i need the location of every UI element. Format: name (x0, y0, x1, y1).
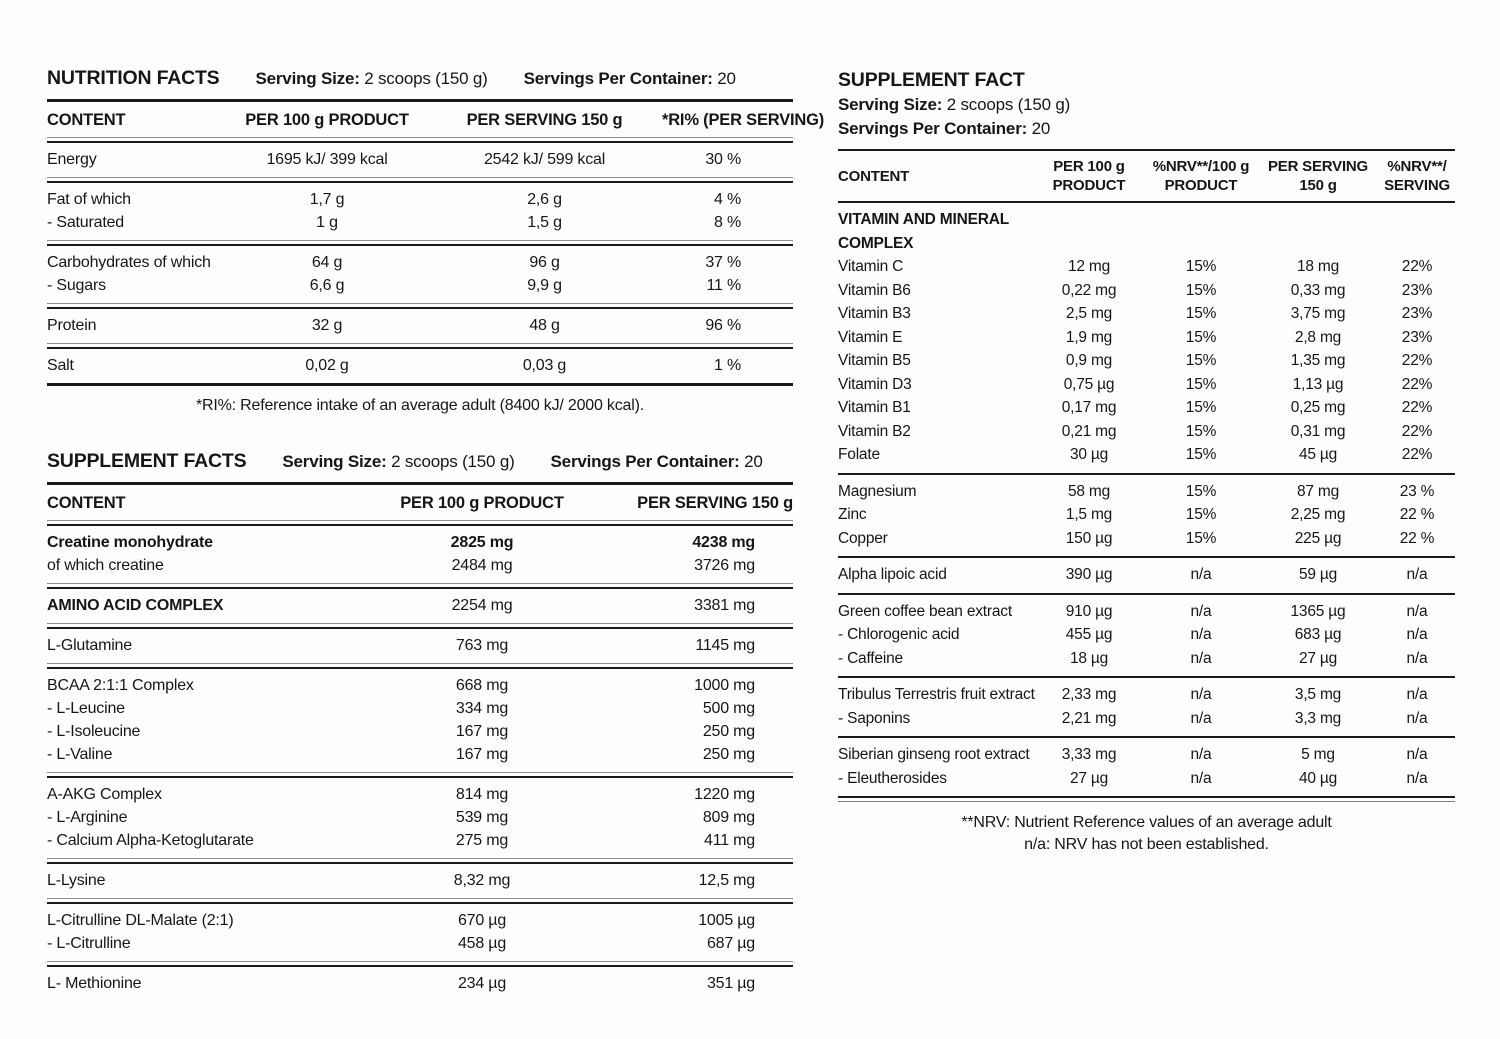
row-value-nrv100: n/a (1190, 602, 1212, 620)
table-group (47, 526, 793, 583)
servings-per-container (551, 452, 763, 472)
column-header-content: CONTENT (47, 111, 126, 129)
row-value-per100: 1,7 g (309, 191, 345, 208)
row-label: - Calcium Alpha-Ketoglutarate (47, 832, 254, 849)
table-group (47, 589, 793, 623)
row-value-per_serving: 4238 mg (692, 534, 755, 551)
row-value-per_serving: 3381 mg (694, 597, 755, 614)
row-label: Creatine monohydrate (47, 534, 213, 551)
serving-size-label: Serving Size: (255, 69, 360, 88)
table-group (47, 246, 793, 303)
row-value-nrv_serving: 22% (1401, 422, 1433, 440)
column-headers (838, 151, 1455, 201)
column-header-per100: PER 100 g PRODUCT (245, 111, 409, 129)
table-row (838, 503, 1455, 527)
row-value-per_serving: 0,33 mg (1290, 281, 1346, 299)
row-value-nrv100: n/a (1190, 709, 1212, 727)
row-value-per_serving: 59 µg (1298, 566, 1338, 583)
row-label: Siberian ginseng root extract (838, 746, 1030, 763)
table-row (47, 829, 793, 852)
header-line: 150 g (1299, 177, 1337, 194)
table-row (47, 531, 793, 554)
row-value-per100: 670 µg (457, 912, 507, 929)
table-row (838, 527, 1455, 551)
nutrition-facts-title-row (47, 64, 793, 99)
table-row (47, 594, 793, 617)
row-value-nrv100: n/a (1190, 746, 1212, 763)
table-group (47, 309, 793, 343)
row-label: AMINO ACID COMPLEX (47, 597, 224, 614)
table-row (47, 932, 793, 955)
row-label: - L-Arginine (47, 809, 128, 826)
row-value-per100: 1,5 mg (1065, 506, 1113, 523)
row-value-nrv100: 15% (1185, 529, 1217, 547)
serving-size (838, 93, 1455, 117)
row-label: - Eleutherosides (838, 769, 947, 787)
row-value-nrv100: n/a (1190, 686, 1212, 703)
row-value-per_serving: 809 mg (702, 809, 755, 826)
serving-size-label: Serving Size: (838, 95, 943, 114)
row-value-per100: 0,21 mg (1061, 422, 1117, 440)
row-value-per_serving: 1365 µg (1290, 602, 1346, 620)
row-value-nrv_serving: 22 % (1399, 529, 1435, 547)
header-line: PRODUCT (1052, 177, 1126, 194)
row-value-nrv_serving: 23% (1401, 305, 1433, 322)
row-label: Protein (47, 317, 97, 334)
servings-per-container-label: Servings Per Container: (523, 69, 713, 88)
table-row (47, 211, 793, 234)
row-value-per100: 2825 mg (450, 534, 514, 551)
table-group (838, 678, 1455, 736)
table-row (838, 255, 1455, 279)
table-row (838, 396, 1455, 420)
table-group (838, 558, 1455, 593)
row-value-per100: 2254 mg (451, 597, 513, 614)
table-group (47, 669, 793, 772)
row-label: Magnesium (838, 482, 917, 500)
row-value-per_serving: 27 µg (1298, 649, 1338, 667)
table-row (47, 674, 793, 697)
row-value-per100: 167 mg (455, 746, 509, 763)
row-value-nrv100: n/a (1190, 769, 1212, 787)
row-value-nrv100: 15% (1185, 352, 1217, 369)
table-row (47, 251, 793, 274)
table-row (838, 420, 1455, 444)
row-value-per_serving: 96 g (529, 254, 560, 271)
header-line: PER 100 g (1053, 158, 1125, 175)
row-value-per_serving: 3,75 mg (1290, 305, 1346, 322)
row-value-per_serving: 500 mg (702, 700, 755, 717)
table-row (47, 972, 793, 995)
column-headers (47, 102, 825, 137)
row-label: - L-Citrulline (47, 935, 131, 952)
row-label: - L-Isoleucine (47, 723, 141, 740)
row-value-per100: 64 g (311, 254, 343, 271)
panel-title: SUPPLEMENT FACT (838, 69, 1025, 91)
row-value-ri: 37 % (705, 254, 741, 271)
table-row (47, 354, 793, 377)
header-line: %NRV**/ (1387, 158, 1447, 175)
table-row (47, 909, 793, 932)
row-value-nrv100: 15% (1185, 305, 1217, 322)
row-label: - Chlorogenic acid (838, 626, 960, 643)
table-group (47, 967, 793, 1001)
section-label: VITAMIN AND MINERAL COMPLEX (838, 211, 1009, 252)
row-value-per100: 910 µg (1065, 602, 1113, 620)
left-column (47, 64, 825, 1001)
table-row (838, 623, 1455, 647)
row-label: L-Citrulline DL-Malate (2:1) (47, 912, 234, 929)
row-label: Vitamin B3 (838, 305, 911, 322)
table-row (47, 720, 793, 743)
supplement-facts-panel (47, 447, 793, 1001)
row-value-nrv_serving: n/a (1406, 746, 1428, 763)
row-value-per_serving: 1220 mg (694, 786, 755, 803)
table-group (838, 595, 1455, 677)
row-value-nrv100: 15% (1185, 399, 1217, 416)
table-row (47, 697, 793, 720)
row-label: L- Methionine (47, 975, 142, 992)
row-label: L-Glutamine (47, 637, 132, 654)
row-value-nrv_serving: n/a (1406, 769, 1428, 787)
row-label: Alpha lipoic acid (838, 566, 947, 583)
row-label: L-Lysine (47, 872, 106, 889)
row-value-per100: 2,5 mg (1065, 305, 1113, 322)
row-value-nrv_serving: n/a (1406, 626, 1428, 643)
row-value-per100: 2,21 mg (1061, 709, 1117, 727)
row-value-per100: 150 µg (1065, 529, 1113, 547)
row-value-per_serving: 2,25 mg (1290, 506, 1346, 523)
row-value-per100: 32 g (311, 317, 343, 334)
row-value-per100: 539 mg (455, 809, 509, 826)
row-value-nrv_serving: n/a (1406, 649, 1428, 667)
row-label: Vitamin D3 (838, 375, 912, 393)
row-value-per100: 455 µg (1065, 626, 1113, 643)
row-value-nrv100: n/a (1190, 626, 1212, 643)
row-value-per_serving: 87 mg (1296, 482, 1340, 500)
table-row (47, 869, 793, 892)
table-row (838, 326, 1455, 350)
row-value-per_serving: 1000 mg (694, 677, 755, 694)
row-value-per_serving: 5 mg (1301, 746, 1335, 763)
table-row (47, 634, 793, 657)
row-value-per100: 2484 mg (451, 557, 513, 574)
row-label: - Sugars (47, 277, 106, 294)
row-label: of which creatine (47, 557, 164, 574)
table-group (838, 738, 1455, 796)
row-value-per_serving: 250 mg (702, 723, 755, 740)
row-value-per_serving: 411 mg (704, 832, 755, 849)
row-value-per100: 763 mg (455, 637, 509, 654)
nrv-footnote-line1: **NRV: Nutrient Reference values of an average adult (961, 814, 1332, 831)
row-value-per100: 0,02 g (305, 357, 349, 374)
row-value-per100: 6,6 g (309, 277, 345, 294)
row-value-per_serving: 2542 kJ/ 599 kcal (483, 151, 606, 168)
row-label: Copper (838, 529, 888, 547)
row-value-per_serving: 45 µg (1298, 446, 1338, 463)
table-row (838, 279, 1455, 303)
column-header-content: CONTENT (47, 494, 126, 512)
row-label: Vitamin B1 (838, 399, 911, 416)
row-value-per_serving: 1,35 mg (1290, 352, 1346, 369)
row-label: Vitamin B6 (838, 281, 911, 299)
column-header-content: CONTENT (838, 167, 910, 185)
supplement-fact-title-block (838, 68, 1455, 149)
servings-per-container (838, 117, 1455, 141)
serving-size-value: 2 scoops (150 g) (364, 69, 488, 88)
row-value-per100: 390 µg (1065, 566, 1113, 583)
row-value-nrv100: 15% (1185, 422, 1217, 440)
row-label: - Saturated (47, 214, 124, 231)
table-row (47, 188, 793, 211)
row-label: - Caffeine (838, 649, 903, 667)
row-value-per_serving: 3726 mg (694, 557, 755, 574)
servings-per-container (524, 69, 736, 89)
table-row (838, 743, 1455, 767)
table-row (838, 647, 1455, 671)
section-label-row (838, 208, 1455, 255)
row-value-nrv_serving: 23% (1401, 328, 1433, 346)
row-value-per_serving: 0,31 mg (1290, 422, 1346, 440)
row-value-nrv_serving: 23% (1401, 281, 1433, 299)
column-header-nrv100 (1145, 157, 1257, 195)
servings-per-container-value: 20 (744, 452, 763, 471)
row-value-ri: 8 % (714, 214, 741, 231)
row-value-per100: 275 mg (455, 832, 509, 849)
row-value-per_serving: 683 µg (1294, 626, 1342, 643)
column-header-per100 (1033, 157, 1145, 195)
table-group (838, 475, 1455, 557)
row-value-nrv_serving: n/a (1406, 686, 1428, 703)
row-value-per_serving: 0,25 mg (1290, 399, 1346, 416)
row-value-per_serving: 225 µg (1294, 529, 1342, 547)
row-value-per100: 0,22 mg (1061, 281, 1117, 299)
serving-size-value: 2 scoops (150 g) (946, 95, 1071, 114)
row-value-nrv_serving: 22% (1401, 352, 1433, 369)
table-row (838, 767, 1455, 791)
servings-per-container-label: Servings Per Container: (838, 119, 1028, 138)
row-label: Vitamin E (838, 328, 903, 346)
row-label: Zinc (838, 506, 867, 523)
table-group (47, 778, 793, 858)
column-header-per-serving: PER SERVING 150 g (637, 494, 793, 512)
row-value-per_serving: 1,5 g (527, 214, 562, 231)
nrv-footnote-line2: n/a: NRV has not been established. (1024, 836, 1269, 853)
row-value-ri: 11 % (706, 277, 741, 294)
panel-title: SUPPLEMENT FACTS (47, 450, 247, 472)
row-value-per_serving: 12,5 mg (698, 872, 755, 889)
row-value-nrv_serving: 22% (1401, 446, 1433, 463)
row-value-per100: 3,33 mg (1061, 746, 1117, 763)
row-value-per_serving: 2,8 mg (1294, 328, 1342, 346)
table-row (838, 563, 1455, 587)
right-column (838, 68, 1455, 856)
table-row (47, 554, 793, 577)
table-group (47, 629, 793, 663)
row-value-per_serving: 250 mg (702, 746, 755, 763)
row-label: - L-Valine (47, 746, 113, 763)
row-label: Vitamin B2 (838, 422, 911, 440)
table-group (47, 904, 793, 961)
row-value-per100: 8,32 mg (453, 872, 511, 889)
servings-per-container-label: Servings Per Container: (550, 452, 740, 471)
column-header-per-serving (1257, 157, 1379, 195)
table-row (47, 743, 793, 766)
row-value-ri: 96 % (705, 317, 741, 334)
row-value-per100: 0,17 mg (1061, 399, 1117, 416)
row-value-per100: 18 µg (1069, 649, 1109, 667)
table-row (838, 302, 1455, 326)
supplement-facts-title-row (47, 447, 793, 482)
row-value-per100: 12 mg (1067, 258, 1111, 275)
row-label: Green coffee bean extract (838, 602, 1012, 620)
serving-size-value: 2 scoops (150 g) (391, 452, 515, 471)
row-value-per_serving: 1005 µg (698, 912, 755, 929)
row-value-nrv_serving: n/a (1406, 602, 1428, 620)
row-label: Folate (838, 446, 880, 463)
row-value-nrv_serving: 22% (1401, 258, 1433, 275)
row-value-per100: 1,9 mg (1065, 328, 1113, 346)
row-value-per100: 0,9 mg (1065, 352, 1113, 369)
column-header-ri: *RI% (PER SERVING) (662, 111, 825, 129)
column-header-per100: PER 100 g PRODUCT (400, 494, 564, 512)
serving-size (256, 69, 488, 89)
row-value-per100: 234 µg (457, 975, 507, 992)
row-value-nrv100: 15% (1185, 258, 1217, 275)
row-label: Salt (47, 357, 74, 374)
nutrition-facts-panel (47, 64, 825, 417)
serving-size-label: Serving Size: (282, 452, 387, 471)
table-row (838, 373, 1455, 397)
row-value-per100: 668 mg (455, 677, 509, 694)
table-row (838, 707, 1455, 731)
header-line: %NRV**/100 g (1152, 158, 1250, 175)
row-value-per_serving: 0,03 g (522, 357, 567, 374)
row-value-per_serving: 48 g (529, 317, 560, 334)
row-value-nrv_serving: 22 % (1399, 506, 1435, 523)
row-value-nrv100: 15% (1185, 328, 1217, 346)
row-value-per100: 0,75 µg (1063, 375, 1115, 393)
table-row (47, 148, 793, 171)
table-row (47, 783, 793, 806)
supplement-fact-panel (838, 68, 1455, 856)
row-value-ri: 4 % (714, 191, 741, 208)
row-value-per_serving: 9,9 g (527, 277, 562, 294)
nutrition-facts-body (47, 143, 793, 383)
row-value-per_serving: 351 µg (706, 975, 755, 992)
table-group (47, 143, 793, 177)
row-value-per100: 30 µg (1069, 446, 1109, 463)
row-label: Vitamin B5 (838, 352, 911, 369)
row-value-per_serving: 1145 mg (695, 637, 755, 654)
row-value-per100: 458 µg (457, 935, 507, 952)
row-value-per100: 27 µg (1069, 769, 1109, 787)
table-row (47, 314, 793, 337)
row-value-ri: 1 % (714, 357, 741, 374)
ri-footnote: *RI%: Reference intake of an average adult (8400 kJ/ 2000 kcal). (196, 397, 644, 414)
table-row (47, 806, 793, 829)
row-value-per_serving: 687 µg (706, 935, 755, 952)
row-value-per_serving: 2,6 g (527, 191, 562, 208)
row-label: Fat of which (47, 191, 131, 208)
row-value-per100: 167 mg (455, 723, 509, 740)
row-value-nrv100: n/a (1190, 566, 1212, 583)
row-value-per100: 334 mg (455, 700, 509, 717)
row-value-nrv_serving: n/a (1406, 566, 1428, 583)
serving-size (282, 452, 514, 472)
supplement-fact-body (838, 203, 1455, 796)
row-value-per_serving: 3,5 mg (1294, 686, 1342, 703)
column-header-per-serving: PER SERVING 150 g (466, 111, 623, 129)
servings-per-container-value: 20 (1031, 119, 1051, 138)
row-label: - Saponins (838, 709, 911, 727)
row-label: Energy (47, 151, 97, 168)
supplement-facts-body (47, 526, 793, 1001)
row-value-nrv100: 15% (1185, 446, 1217, 463)
row-label: BCAA 2:1:1 Complex (47, 677, 194, 694)
row-value-per_serving: 1,13 µg (1292, 375, 1344, 393)
row-value-per100: 2,33 mg (1061, 686, 1117, 703)
header-line: PER SERVING (1267, 158, 1369, 175)
row-label: Vitamin C (838, 258, 904, 275)
table-group (838, 203, 1455, 473)
column-header-nrv-serving (1379, 157, 1455, 195)
table-row (838, 349, 1455, 373)
header-line: SERVING (1384, 177, 1450, 194)
row-value-per100: 1695 kJ/ 399 kcal (266, 151, 388, 168)
row-value-nrv_serving: 22% (1401, 375, 1433, 393)
table-group (47, 183, 793, 240)
row-value-nrv100: 15% (1185, 375, 1217, 393)
column-headers (47, 485, 793, 520)
row-label: Tribulus Terrestris fruit extract (838, 686, 1035, 703)
servings-per-container-value: 20 (717, 69, 736, 88)
header-line: PRODUCT (1164, 177, 1238, 194)
table-row (838, 443, 1455, 467)
table-row (838, 600, 1455, 624)
row-value-nrv100: 15% (1185, 482, 1217, 500)
row-value-nrv100: n/a (1190, 649, 1212, 667)
row-value-per100: 58 mg (1067, 482, 1111, 500)
table-row (838, 683, 1455, 707)
table-group (47, 864, 793, 898)
row-value-nrv_serving: n/a (1406, 709, 1428, 727)
row-label: A-AKG Complex (47, 786, 162, 803)
row-value-per_serving: 40 µg (1298, 769, 1338, 787)
row-value-nrv_serving: 22% (1401, 399, 1433, 416)
row-value-per100: 814 mg (455, 786, 509, 803)
row-value-nrv_serving: 23 % (1399, 482, 1435, 500)
row-value-per100: 1 g (316, 214, 338, 231)
row-value-per_serving: 3,3 mg (1294, 709, 1342, 727)
row-value-per_serving: 18 mg (1296, 258, 1340, 275)
table-group (47, 349, 793, 383)
row-value-nrv100: 15% (1185, 281, 1217, 299)
table-row (47, 274, 793, 297)
row-label: Carbohydrates of which (47, 254, 211, 271)
row-value-nrv100: 15% (1185, 506, 1217, 523)
row-label: - L-Leucine (47, 700, 125, 717)
panel-title: NUTRITION FACTS (47, 67, 220, 89)
row-value-ri: 30 % (705, 151, 741, 168)
table-row (838, 480, 1455, 504)
